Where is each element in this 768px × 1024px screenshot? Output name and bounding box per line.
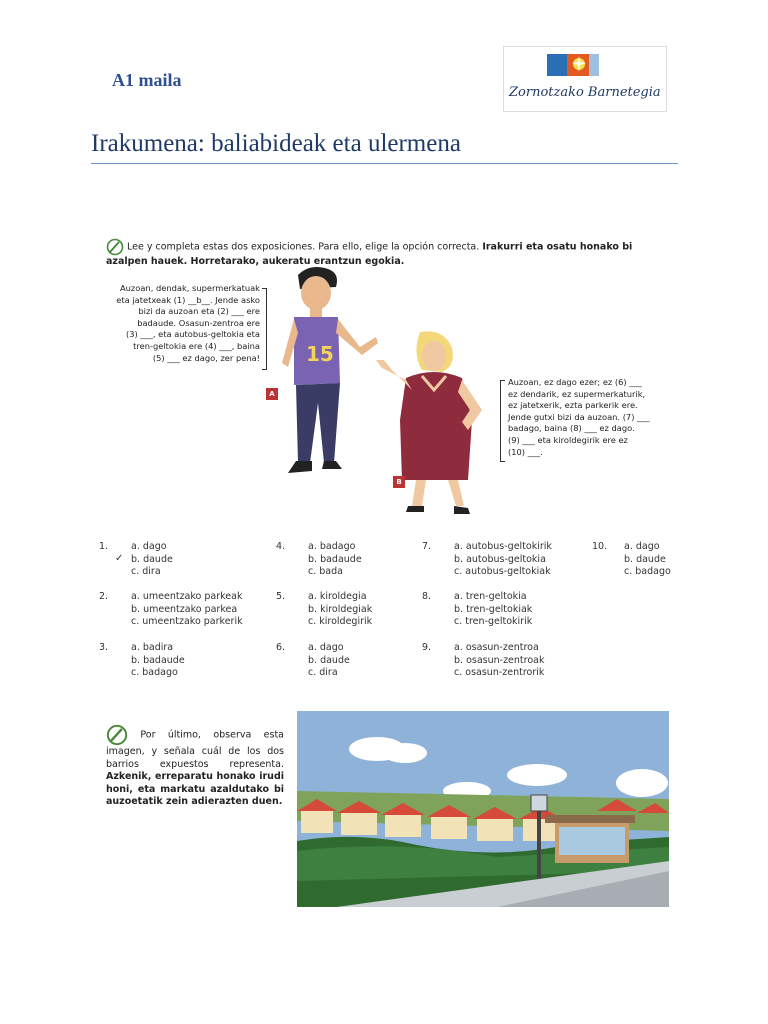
text-b: Auzoan, ez dago ezer; ez (6) ___ ez dendarik, ez supermerkaturik, ez jatetxerik, ezta parkerik ere. Jende gutxi bizi da auzoan. (7) ___ badago, baina (8) ___ ez dago. (9) ___ eta kiroldegirik ere ez (10) ___.: [508, 377, 650, 457]
option[interactable]: a. dago: [308, 642, 344, 653]
option[interactable]: b. badaude: [131, 654, 185, 666]
bracket-b: [500, 380, 505, 462]
title-divider: [91, 163, 678, 164]
option[interactable]: a. autobus-geltokirik: [454, 541, 552, 552]
option[interactable]: a. umeentzako parkeak: [131, 591, 243, 602]
option[interactable]: c. autobus-geltokiak: [454, 566, 551, 578]
option[interactable]: c. bada: [308, 566, 343, 578]
option[interactable]: b. kiroldegiak: [308, 603, 373, 615]
option[interactable]: b. daude: [624, 553, 666, 565]
bracket-a: [262, 288, 267, 370]
illustration-woman: [372, 330, 487, 515]
option[interactable]: c. tren-geltokirik: [454, 616, 533, 628]
option[interactable]: a. dago: [624, 541, 660, 552]
option[interactable]: b. daude: [308, 654, 350, 666]
option[interactable]: a. osasun-zentroa: [454, 642, 539, 653]
option[interactable]: c. umeentzako parkerik: [131, 616, 243, 628]
pencil-icon: [106, 238, 124, 256]
level-label: A1 maila: [112, 70, 182, 90]
option[interactable]: c. kiroldegirik: [308, 616, 373, 628]
neighborhood-scene-image: [297, 711, 669, 907]
option[interactable]: b. autobus-geltokia: [454, 553, 546, 565]
svg-text:15: 15: [306, 342, 334, 366]
tag-b: B: [393, 476, 405, 488]
option[interactable]: c. dira: [308, 667, 338, 679]
text-a: Auzoan, dendak, supermerkatuak eta jatetxeak (1) __b__. Jende asko bizi da auzoan eta (2) ___ ere badaude. Osasun-zentroa ere (3) ___, eta autobus-geltokia eta tren-geltokia ere (4) ___, baina (5) ___ ez dago, zer pena!: [116, 283, 260, 363]
pencil-icon: [106, 724, 128, 746]
exercise2-instruction: [106, 724, 284, 809]
option[interactable]: c. badago: [624, 566, 671, 578]
option[interactable]: c. badago: [131, 667, 178, 679]
check-icon: ✓: [115, 553, 124, 564]
option[interactable]: a. badira: [131, 642, 174, 653]
option[interactable]: c. dira: [131, 566, 161, 578]
instruction-es: Lee y completa estas dos exposiciones. Para ello, elige la opción correcta.: [127, 241, 480, 253]
tag-a: A: [266, 388, 278, 400]
instruction-es: Por último, observa esta imagen, y señala cuál de los dos barrios expuestos representa.: [106, 729, 284, 770]
instruction-eu: Irakurri eta osatu honako bi azalpen hauek. Horretarako, aukeratu erantzun egokia.: [106, 241, 633, 267]
page-title: Irakumena: baliabideak eta ulermena: [91, 130, 461, 157]
option[interactable]: b. badaude: [308, 553, 362, 565]
logo-text: Zornotzako Barnetegia: [509, 85, 661, 100]
option[interactable]: a. tren-geltokia: [454, 591, 527, 602]
option[interactable]: a. badago: [308, 541, 356, 552]
option[interactable]: a. dago: [131, 541, 167, 552]
option[interactable]: b. osasun-zentroak: [454, 654, 545, 666]
option[interactable]: b. daude: [131, 553, 173, 565]
option[interactable]: b. umeentzako parkea: [131, 603, 238, 615]
instruction-eu: Azkenik, erreparatu honako irudi honi, eta markatu azaldutako bi auzoetatik zein adierazten duen.: [106, 771, 284, 807]
school-logo: [503, 46, 667, 112]
option[interactable]: c. osasun-zentrorik: [454, 667, 545, 679]
option[interactable]: a. kiroldegia: [308, 591, 367, 602]
option[interactable]: b. tren-geltokiak: [454, 603, 533, 615]
